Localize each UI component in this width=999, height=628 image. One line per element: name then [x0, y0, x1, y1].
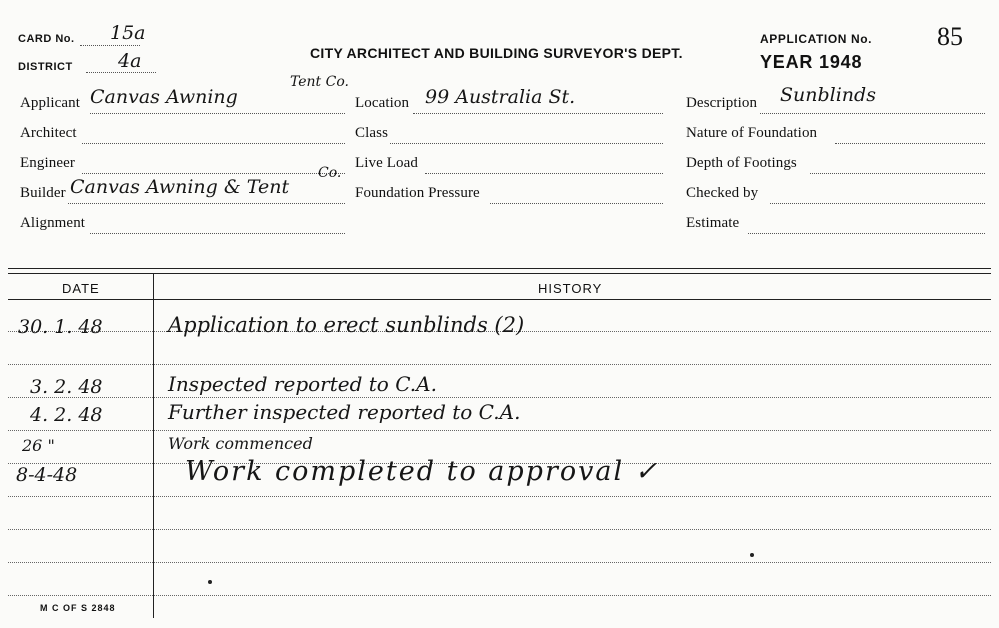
architect-label: Architect	[20, 125, 77, 141]
history-header: HISTORY	[538, 281, 603, 296]
description-value: Sunblinds	[780, 84, 876, 106]
history-row-4-text: Work commenced	[168, 434, 313, 453]
card-no-label: CARD No.	[18, 33, 75, 45]
district-value: 4a	[118, 50, 142, 72]
location-value: 99 Australia St.	[425, 86, 576, 108]
history-row-1-date: 30. 1. 48	[18, 316, 103, 338]
nature-of-foundation-label: Nature of Foundation	[686, 125, 818, 141]
builder-value: Canvas Awning & Tent	[70, 176, 290, 198]
ink-speck	[750, 553, 754, 557]
history-row-4-date: 26 "	[22, 436, 55, 455]
history-row-3-text: Further inspected reported to C.A.	[168, 400, 521, 424]
applicant-value: Canvas Awning	[90, 86, 238, 108]
history-row-2-date: 3. 2. 48	[30, 376, 103, 398]
class-label: Class	[355, 125, 389, 141]
location-label: Location	[355, 95, 410, 111]
engineer-label: Engineer	[20, 155, 75, 171]
district-label: DISTRICT	[18, 61, 73, 73]
live-load-label: Live Load	[355, 155, 418, 171]
description-label: Description	[686, 95, 758, 111]
ink-speck	[208, 580, 212, 584]
foundation-pressure-label: Foundation Pressure	[355, 185, 480, 201]
card-no-value: 15a	[110, 22, 146, 44]
date-header: DATE	[62, 281, 100, 296]
builder-value-above: Co.	[318, 165, 342, 181]
builder-label: Builder	[20, 185, 66, 201]
application-no-label: APPLICATION No.	[760, 32, 873, 46]
history-row-5-text: Work completed to approval ✓	[185, 456, 660, 487]
alignment-label: Alignment	[20, 215, 86, 231]
dept-title: CITY ARCHITECT AND BUILDING SURVEYOR'S DEPT.	[310, 45, 683, 61]
application-no-value: 85	[937, 22, 963, 51]
history-row-5-date: 8-4-48	[16, 464, 78, 486]
applicant-value-above: Tent Co.	[290, 74, 349, 90]
form-code: M C OF S 2848	[40, 603, 116, 613]
year-label: YEAR 1948	[760, 52, 863, 72]
depth-of-footings-label: Depth of Footings	[686, 155, 797, 171]
history-row-3-date: 4. 2. 48	[30, 404, 103, 426]
history-row-2-text: Inspected reported to C.A.	[168, 372, 437, 396]
history-row-1-text: Application to erect sunblinds (2)	[168, 313, 525, 337]
column-divider	[153, 273, 154, 618]
estimate-label: Estimate	[686, 215, 740, 231]
table-header-rule	[8, 299, 991, 300]
applicant-label: Applicant	[20, 95, 81, 111]
checked-by-label: Checked by	[686, 185, 759, 201]
section-divider	[8, 268, 991, 269]
